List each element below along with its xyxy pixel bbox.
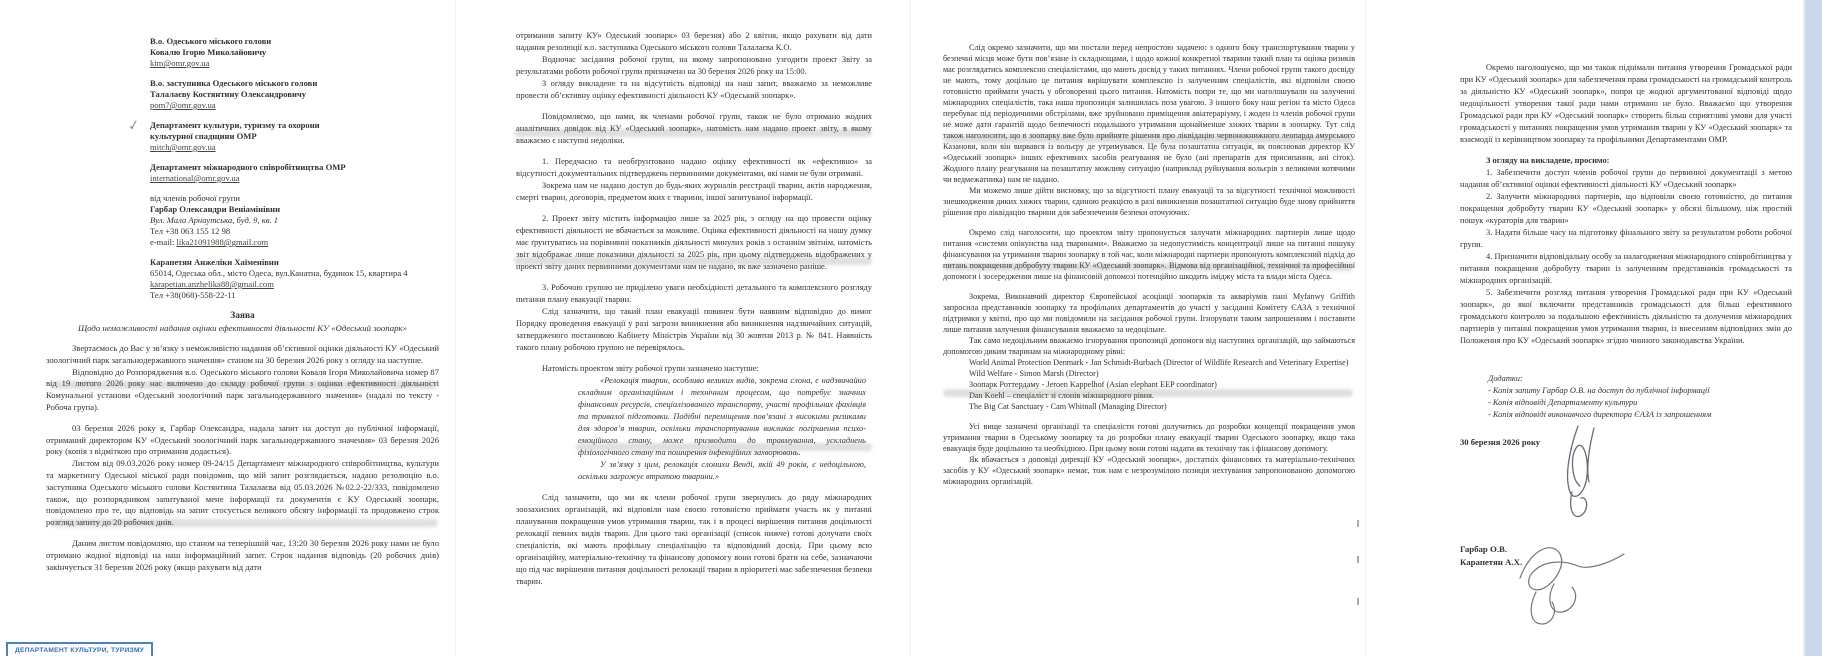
email-link[interactable]: mitch@omr.gov.ua — [150, 142, 216, 152]
attachment-item: - Копія відповіді виконавчого директора ЄАЗА із запрошенням — [1488, 410, 1712, 419]
sender-email-row — [150, 237, 444, 248]
numbered-item: 2. Проект звіту містить інформацію лише за 2025 рік, з огляду на що провести оцінку ефективності діяльності не вбачається за можливе. Оцінка ефективності діяльності на нашу думку має ґрунтуватись на порівнянні показників діяльності минулих років з останнім звітнім, натомість звіт відображає лише показники діяльності за 2025 рік, при цьому підтверджень відображених у проекті звіту даних первинними документами нам не надано, як вже зазначено раніше. — [516, 214, 872, 271]
paragraph: Відповідно до Розпорядження в.о. Одеського міського голови Коваля Ігоря Миколайовича номер 87 від 19 лютого 2026 року нас включено до складу робочої групи з оцінки ефективності діяльності Комунальної установи «Одеський зоологічний парк загальнодержавного значення» (надалі по тексту - Робоча група). — [46, 366, 439, 412]
sender-address: 65014, Одеська обл., місто Одеса, вул.Канатна, будинок 15, квартира 4 — [150, 268, 408, 278]
sender-name: Карапетян Анжеліки Хаїменівни — [150, 257, 279, 267]
signatory-name: Гарбар О.В. — [1460, 544, 1508, 554]
paragraph: Слід окремо зазначити, що ми постали перед непростою задачею: з одного боку транспортування тварин у безпечні місця може бути пов’язане із складнощами, і щодо кожної конкретної тварини такий план та оцінка ризиків має розглядатись комплексно спеціалістами, що мають досвід у таких питаннях. Члени робочої групи такого досвіду не мають, тому доцільно це питання вирішувати комплексно із залученням спеціалістів, які відповіли своєю готовністю приймати участь у обговоренні цього питання. Натомість попри те, що ми наголошували на залученні міжнародних спеціалістів, така наша пропозиція залишилась поза увагою. З іншого боку наш регіон та місто Одеса перебуває під періодичними обстрілами, вже зруйновано приміщення авіатераріуму, і жоден із членів робочої групи не може дати гарантій щодо безпечності подальшого утримання щонайменше хижих тварин в зоопарку. Тут слід також наголосити, що в зоопарку вже було прийняте рішення про ліквідацію червонокнижного леопарда амурського Казанови, коли він вирвався із вольєру де утримувався. Це була позаштатна ситуація, як пояснював директор КУ «Одеський зоопарк» інших ефективних засобів реагування не було (ані препаратів для присипання, ані сіток). Жодного плану реагування на позаштатну можливу ситуацію (наприклад руйнування вольєрів з великими котячими чи ведмежатника) нам не надано. — [943, 43, 1355, 184]
signatory-name: Карапетян А.Х. — [1460, 557, 1523, 567]
paragraph: Окремо слід наголосити, що проектом звіту пропонується залучати міжнародних партнерів лише щодо питання «системи опікунства над тваринами». Вважаємо за недопустимість концентрації лише на питанні пошуку фінансування на утримання тварин зоопарку в той час, коли міжнародні партнери пропонують комплексний підхід до питань покращення добробуту тварин КУ «Одеський зоопарк». Відмова від організаційної, технічної та професійної допомоги і зосередження лише на фінансовій допомозі потенційно шкодить іміджу міста та влади міста Одеса. — [943, 228, 1356, 281]
paragraph: Натомість проектом звіту робочої групи зазначено наступне: — [542, 364, 759, 373]
recipient-block — [150, 36, 444, 301]
organization-item: The Big Cat Sanctuary - Cam Whitnall (Managing Director) — [969, 402, 1167, 411]
recipient-name: Ковалю Ігорю Миколайовичу — [150, 47, 267, 57]
numbered-item: 3. Робочою групою не приділено уваги необхідності детального та комплексного розгляду питання плану евакуації тварин. — [516, 283, 872, 304]
document-page-1 — [0, 0, 455, 656]
attachments-block — [1488, 373, 1792, 421]
attachment-item: - Копія відповіді Департаменту культури — [1488, 398, 1638, 407]
attachments-label: Додатки: — [1488, 374, 1523, 383]
recipient-3 — [150, 120, 444, 153]
request-item: 4. Призначити відповідальну особу за налагодження міжнародного співробітництва у питання покращення добробуту тварин із залученням представників громадськості та міжнародних організацій. — [1460, 252, 1792, 285]
paragraph: Водночас засідання робочої групи, на якому запропоновано узгодити проект Звіту за результатами роботи робочої групи призначено на 30 березня 2026 року на 15:00. — [516, 55, 872, 76]
signatories-block — [1460, 543, 1792, 569]
email-label: e-mail: — [150, 237, 175, 247]
request-item: 5. Забезпечити розгляд питання утворення Громадської ради при КУ «Одеський зоопарк», до якої включити представників громадськості для більш ефективного громадського контролю за подальшою ефективність діяльністю та долучення міжнародних партнерів у питанні покращення умов утримання тварин, із внесенням відповідних змін до Положення про КУ «Одеський зоопарк» згідно чинного законодавства України. — [1460, 288, 1792, 345]
scan-mark — [1357, 598, 1359, 605]
sender-address: Вул. Мала Арнаутська, буд. 9, кв. 1 — [150, 215, 279, 225]
sender-1 — [150, 193, 444, 248]
scan-edge-strip — [1803, 0, 1822, 656]
sender-2 — [150, 257, 444, 301]
paragraph: Окремо наголошуємо, що ми також піднімали питання утворення Громадської ради при КУ «Одеський зоопарк» для забезпечення права громадськості на громадський контроль за діяльністю КУ «Одеський зоопарк», попри це жодної аргументованої відповіді щодо недоцільності утворення такої ради нами отримано не було. Вважаємо що утворення Громадської ради при КУ «Одеський зоопарк» створить більш сприятливі умови для участі громадськості у питаннях покращення умов утримання тварин у КУ «Одеський зоопарк» та взаємодії із керівництвом зоопарку та профільними Департаментами ОМР. — [1460, 63, 1793, 144]
paragraph: Повідомляємо, що нами, як членами робочої групи, також не було отримано жодних аналітичних довідок від КУ «Одеський зоопарк», натомість нам надано проект звіту, в якому вважаємо є наступні недоліки. — [516, 112, 872, 145]
paragraph: Слід зазначити, що ми як члени робочої групи звернулись до ряду міжнародних зоозахисних організацій, які відповіли нам своєю готовністю приймати участь як у питанні планування покращення умов утримання тварин, так і в процесі вирішення питання доцільності релокації певних видів тварин. Для цього такі організації (список нижче) готові долучати своїх спеціалістів, які мають профільну спеціалізацію та відповідний досвід. При цьому всю організаційну, матеріально-технічну та фінансову допомогу вони готові брати на себе, зазначаючи що під час вирішення питання доцільності релокації тварин в пріоритеті має забезпечення безпеки тварин. — [516, 493, 872, 586]
email-link[interactable]: international@omr.gov.ua — [150, 173, 240, 183]
document-page-2 — [455, 0, 910, 656]
document-page-3 — [910, 0, 1365, 656]
recipient-1 — [150, 36, 444, 69]
recipient-title: В.о. Одеського міського голови — [150, 36, 272, 46]
recipient-2 — [150, 78, 444, 111]
paragraph: З огляду викладене та на відсутність відповіді на наш запит, вважаємо за неможливе провести об’єктивну оцінку ефективності діяльності КУ «Одеський зоопарк». — [516, 79, 872, 100]
document-subtitle: Щодо неможливості надання оцінки ефективності діяльності КУ «Одеський зоопарк» — [77, 323, 408, 333]
paragraph: Зокрема нам не надано доступ до будь-яких журналів реєстрації тварин, актів народження, смерті тварин, договорів, предметом яких є тварини, іншої запитуваної інформації. — [516, 181, 872, 202]
email-link[interactable]: lika21091988@gmail.com — [176, 237, 269, 247]
request-item: 1. Забезпечити доступ членів робочої групи до первинної документації з метою надання об’єктивної оцінки ефективності діяльності КУ «Одеський зоопарк» — [1460, 168, 1792, 189]
request-item: 2. Залучити міжнародних партнерів, що відповіли своєю готовністю, до питання покращення добробуту тварин КУ «Одеський зоопарк» у обсязі більшому, ніж простий пошук «кураторів для тварин» — [1460, 192, 1792, 225]
paragraph: Звертаємось до Вас у зв’язку з неможливістю надання об’єктивної оцінки діяльності КУ «Одеський зоологічний парк загальнодержавного значення» станом на 30 березня 2026 року з огляду на наступне. — [46, 343, 439, 365]
paragraph: Листом від 09.03.2026 року номер 09-24/15 Департамент міжнародного співробітництва, культури та маркетингу Одеської міської ради повідомив, що мій запит розглядається, надано резолюцію в.о. заступника Одеського міського голови Костянтина Талалаєва від 05.03.2026 №02.2-22/333, повідомлено також, що розпорядником запитуваної мене інформації та документів є КУ Одеський зоопарк, повідомлено про те, що відповідь на запит стосується великого обсягу інформації та продовжено строк розгляд запиту до 20 робочих днів. — [46, 458, 439, 528]
email-link[interactable]: kim@omr.gov.ua — [150, 58, 210, 68]
recipient-title: Департамент культури, туризму та охорони — [150, 120, 320, 130]
organization-item: Зоопарк Роттердаму - Jeroen Kappelhof (Asian elephant EEP coordinator) — [969, 380, 1217, 389]
from-label: від членів робочої групи — [150, 193, 240, 203]
recipient-4 — [150, 162, 444, 184]
paragraph: Як вбачається з доповіді дирекції КУ «Одеський зоопарк», достатніх фінансових та матеріально-технічних засобів у КУ «Одеський зоопарк» немає, тож нам є незрозумілою позиція нехтування запропонованою допомогою міжнародних організацій. — [943, 455, 1355, 486]
recipient-title: Департамент міжнародного співробітництва ОМР — [150, 162, 346, 172]
recipient-name: Талалаєву Костянтину Олександровичу — [150, 89, 307, 99]
sender-phone: Тел +38(068)-558-22-11 — [150, 290, 236, 300]
scan-mark — [1357, 520, 1359, 527]
signature-1 — [1544, 418, 1634, 533]
scan-mark — [1357, 556, 1359, 563]
paragraph: Даним листом повідомляю, що станом на теперішній час, 13:20 30 березня 2026 року нами не було отримано жодної відповіді на наш інформаційний запит. Строк надання відповідь (20 робочих днів) закінчується 31 березня 2026 року (якщо рахувати від дати — [46, 537, 439, 572]
sender-phone: Тел +38 063 155 12 98 — [150, 226, 231, 236]
department-stamp: ДЕПАРТАМЕНТ КУЛЬТУРИ, ТУРИЗМУ — [6, 642, 153, 656]
attachment-item: - Копія запиту Гарбар О.В. на доступ до публічної інформації — [1488, 386, 1710, 395]
quote-paragraph: «Релокація тварин, особливо великих видів, зокрема слона, є надзвичайно складним організаційним і технічним процесом, що потребує значних фінансових ресурсів, спеціалізованого транспорту, участі профільних фахівців та тривалої підготовки. Подібні переміщення пов’язані з високими ризиками для здоров’я тварин, оскільки транспортування викликає погіршення психо-емоційного стану, може призводити до травмування, ускладнень фізіологічного стану та поширення інфекційних захворювань. — [578, 376, 866, 457]
recipient-title: В.о. заступника Одеського міського голови — [150, 78, 318, 88]
email-link[interactable]: pom7@omr.gov.ua — [150, 100, 216, 110]
recipient-title: культурної спадщини ОМР — [150, 131, 257, 141]
paragraph: Слід зазначити, що такий план евакуації повинен бути наявним відповідно до вимог Порядку проведення евакуації у разі загрози виникнення або виникнення надзвичайних ситуацій, затвердженого постановою Кабінету Міністрів України від 30 жовтня 2013 р. № 841. Наявність такого плану робочою групою не перевірялось. — [516, 307, 872, 352]
report-quote-block — [578, 375, 866, 483]
request-item: 3. Надати більше часу на підготовку фінального звіту за результатом роботи робочої групи. — [1460, 228, 1792, 249]
document-title: Заява — [230, 311, 255, 321]
handwritten-checkmark: ✓ — [126, 117, 141, 135]
paragraph: Так само недоцільним вважаємо ігнорування пропозиції допомоги від наступних організацій, що займаються допомогою диким тваринам на міжнародному рівні: — [943, 336, 1355, 356]
request-intro: З огляду на викладене, просимо: — [1486, 156, 1610, 165]
document-page-4 — [1365, 0, 1822, 656]
quote-paragraph: У зв’язку з цим, релокація слонихи Венді, якій 49 років, є недоцільною, оскільки загрожує втратою тварини.» — [578, 460, 866, 481]
paragraph: Ми можемо лише дійти висновку, що за відсутності плану евакуації та за відсутності технічної можливості знешкодження диких хижих тварин, єдиною реакцією в разі виникнення позаштатної ситуацію буде знову прийняття рішення про ліквідацію тварини для забезпечення безпеки оточуючих. — [943, 186, 1355, 217]
document-date: 30 березня 2026 року — [1460, 437, 1541, 447]
paragraph: Усі вище зазначені організації та спеціалісти готові долучитись до розробки концепції покращення умов утримання тварин в Одеському зоопарку та до розробки плану евакуації тварин Одеського зоопарку, якщо така евакуація буде доцільною та необхідною. При цьому вони готові надати як технічну так і фінансову допомогу. — [943, 422, 1355, 453]
organization-item: Wild Welfare - Simon Marsh (Director) — [969, 369, 1099, 378]
organization-item: World Animal Protection Denmark - Jan Schmidt-Burbach (Director of Wildlife Research and Veterinary Expertise) — [969, 358, 1349, 367]
email-link[interactable]: karapetian.anzhelika88@gmail.com — [150, 279, 274, 289]
paragraph: Зокрема, Виконавчий директор Європейської асоціації зоопарків та акваріумів пані Myfanwy Griffith запросила представників зоопарку та профільних департаментів до участі у засіданні Комітету ЄАЗА з технічної підтримки у квітні, про що ми повідомили на засідання робочої групи. Ігнорувати таким запрошенням і поставити лише питання залучення фінансування вважаємо за недоцільне. — [943, 292, 1355, 334]
numbered-item: 1. Передчасно та необґрунтовано надано оцінку ефективності як «ефективно» за відсутності документальних підтверджень первинними документами, які нами не були отримані. — [516, 157, 872, 178]
organization-item: Dan Koehl – спеціаліст зі слонів міжнародного рівня. — [969, 391, 1154, 400]
paragraph: 03 березня 2026 року я, Гарбар Олександра, надала запит на доступ до публічної інформації, отриманий директором КУ «Одеський зоологічний парк загальнодержавного значення» 03 березня 2026 року (копія з відміткою про отримання додається). — [46, 422, 439, 457]
paragraph: отримання запиту КУ» Одеський зоопарк» 03 березня) або 2 квітня, якщо рахувати від дати надання резолюції в.о. заступника Одеського міського голови Талалаєва К.О. — [516, 31, 872, 52]
sender-name: Гарбар Олександри Веніамінівни — [150, 204, 281, 214]
